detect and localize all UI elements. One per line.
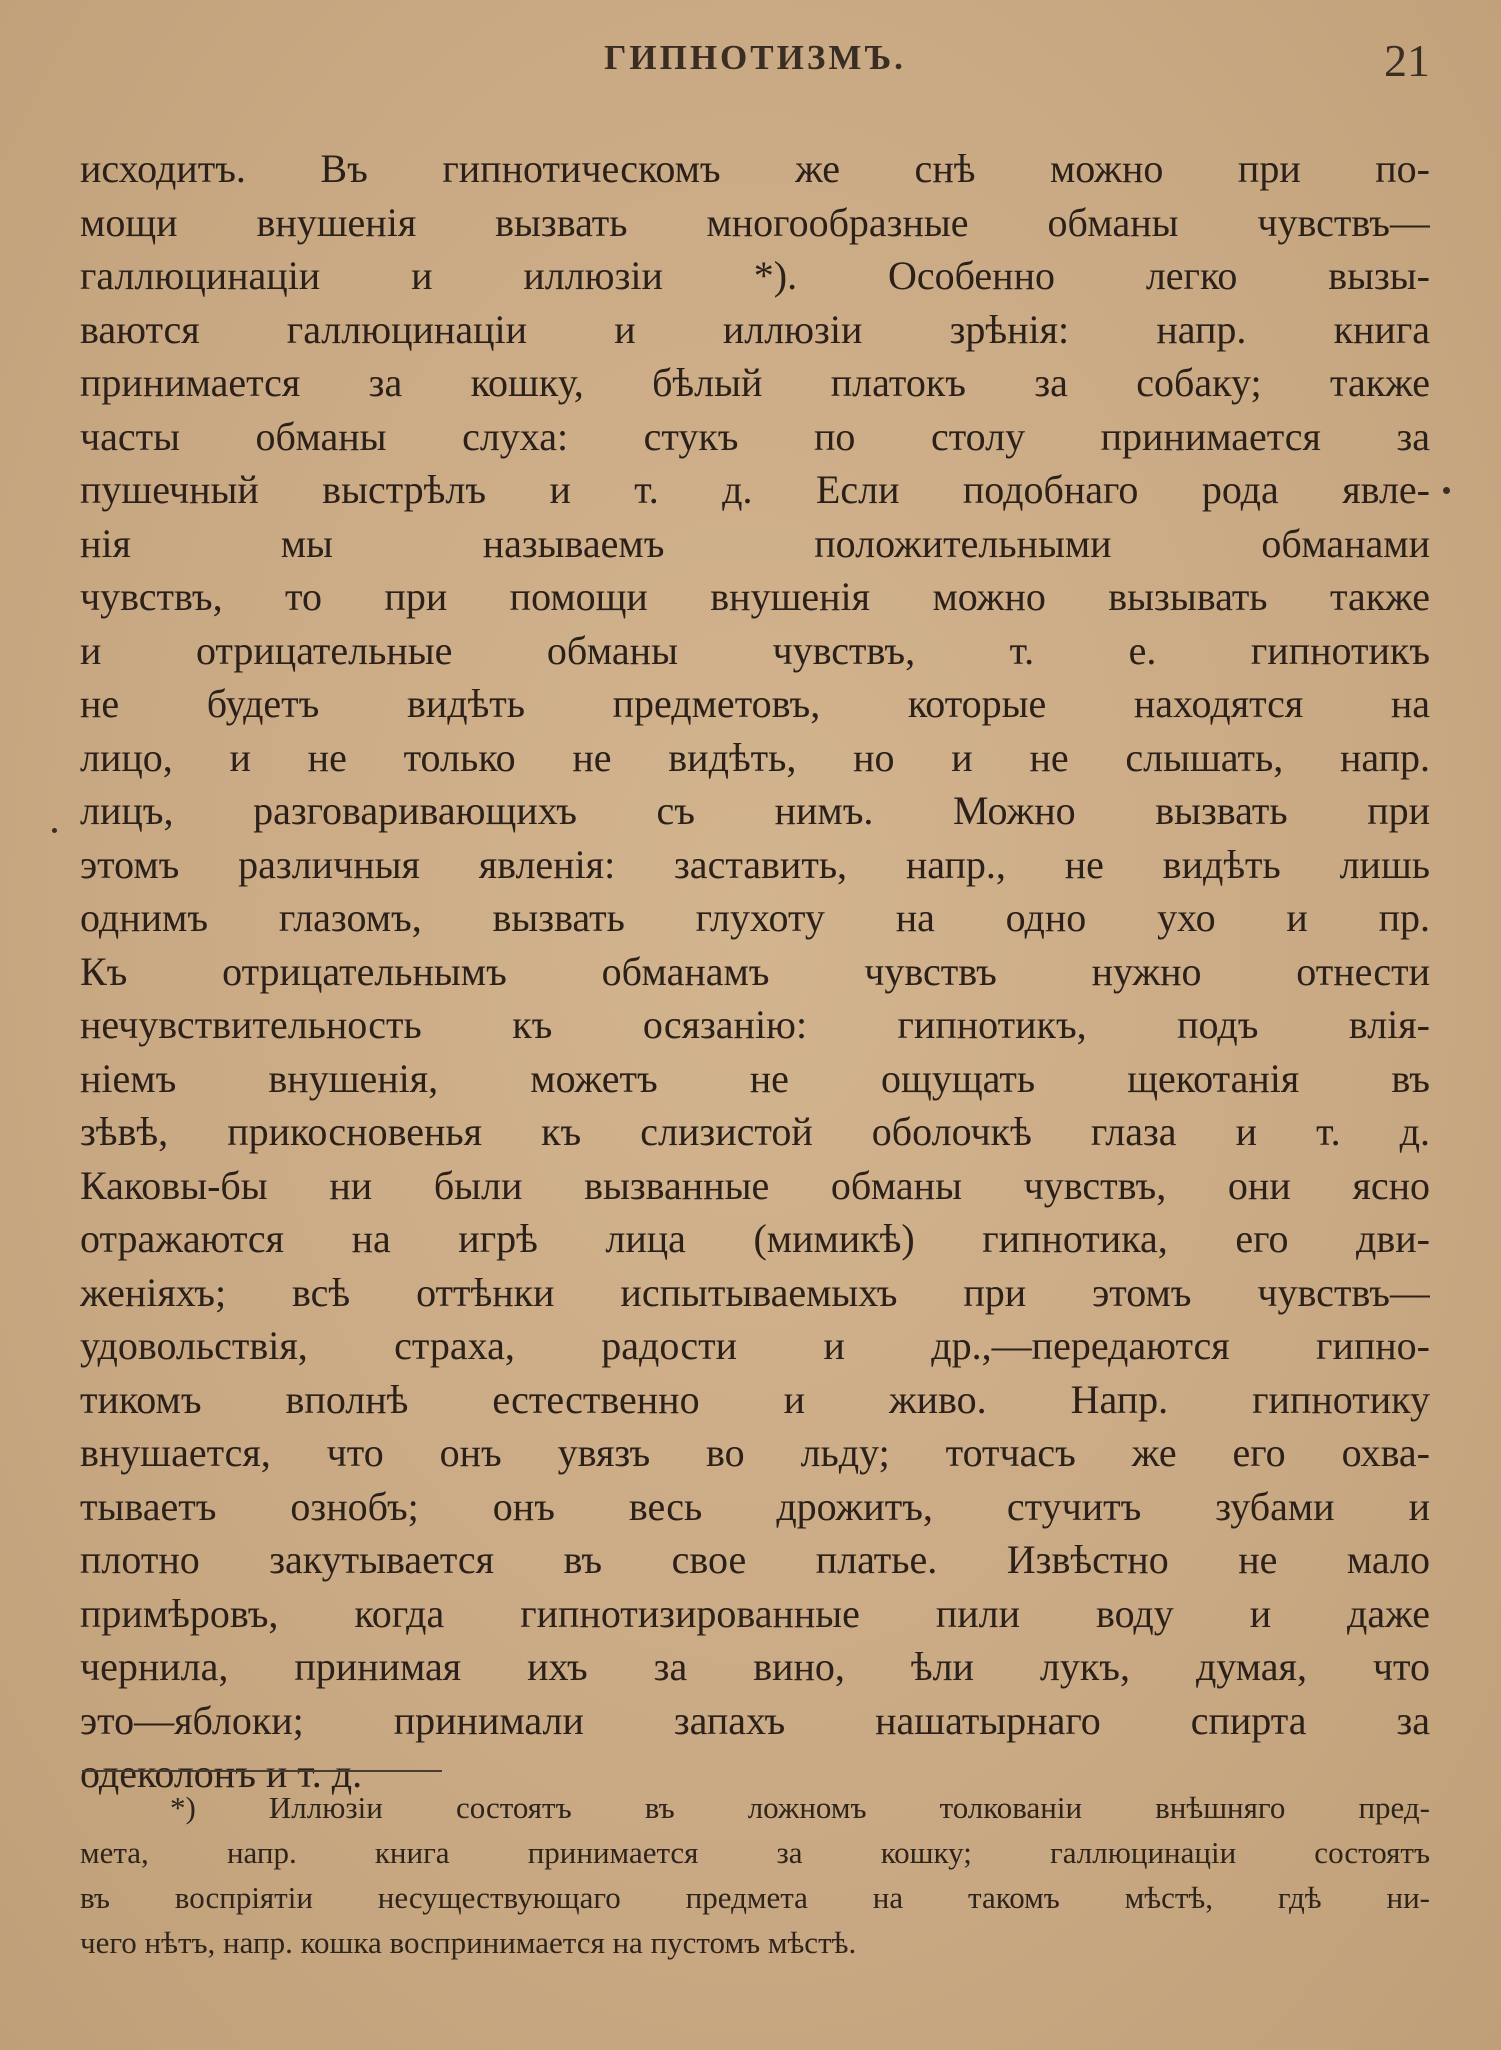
text-line: ніемъ внушенія, можетъ не ощущать щекотанія въ xyxy=(80,1055,1430,1101)
text-line: отражаются на игрѣ лица (мимикѣ) гипнотика, его дви- xyxy=(80,1216,1430,1261)
footnote-divider xyxy=(82,1770,442,1772)
text-line: чернила, принимая ихъ за вино, ѣли лукъ, думая, что xyxy=(80,1644,1430,1689)
page-header xyxy=(80,35,1430,98)
ink-speck xyxy=(52,828,57,833)
text-line: и отрицательные обманы чувствъ, т. е. гипнотикъ xyxy=(80,627,1430,673)
text-line: не будетъ видѣть предметовъ, которые находятся на xyxy=(80,681,1430,726)
text-line: примѣровъ, когда гипнотизированные пили воду и даже xyxy=(80,1590,1430,1636)
text-line: часты обманы слуха: стукъ по столу принимается за xyxy=(80,413,1430,459)
footnote-line: мета, напр. книга принимается за кошку; галлюцинаціи состоятъ xyxy=(80,1835,1430,1870)
text-line: галлюцинаціи и иллюзіи *). Особенно легко вызы- xyxy=(80,253,1430,298)
text-line: лицо, и не только не видѣть, но и не слышать, напр. xyxy=(80,734,1430,780)
footnote-line: въ воспріятіи несуществующаго предмета на такомъ мѣстѣ, гдѣ ни- xyxy=(80,1880,1430,1915)
text-line: Къ отрицательнымъ обманамъ чувствъ нужно отнести xyxy=(80,948,1430,994)
text-line: зѣвѣ, прикосновенья къ слизистой оболочкѣ глаза и т. д. xyxy=(80,1109,1430,1154)
text-line: Каковы-бы ни были вызванные обманы чувствъ, они ясно xyxy=(80,1162,1430,1208)
text-line: мощи внушенія вызвать многообразные обманы чувствъ— xyxy=(80,199,1430,245)
text-line: удовольствія, страха, радости и др.,—передаются гипно- xyxy=(80,1323,1430,1368)
text-line: чувствъ, то при помощи внушенія можно вызывать также xyxy=(80,574,1430,619)
footnote-line: *) Иллюзіи состоятъ въ ложномъ толкованіи внѣшняго пред- xyxy=(170,1790,1430,1825)
text-line: нія мы называемъ положительными обманами xyxy=(80,520,1430,566)
text-line: нечувствительность къ осязанію: гипнотикъ, подъ влія- xyxy=(80,1002,1430,1047)
running-title: ГИПНОТИЗМЪ. xyxy=(604,38,906,77)
text-line: этомъ различныя явленія: заставить, напр., не видѣть лишь xyxy=(80,841,1430,887)
ink-speck xyxy=(1443,487,1450,494)
text-line: это—яблоки; принимали запахъ нашатырнаго спирта за xyxy=(80,1697,1430,1743)
main-text xyxy=(80,142,1430,1801)
text-line: плотно закутывается въ свое платье. Извѣстно не мало xyxy=(80,1537,1430,1582)
text-line: одеколонъ и т. д. xyxy=(80,1751,363,1796)
text-line: тываетъ ознобъ; онъ весь дрожитъ, стучитъ зубами и xyxy=(80,1483,1430,1529)
text-line: лицъ, разговаривающихъ съ нимъ. Можно вызвать при xyxy=(80,788,1430,833)
footnote-line: чего нѣтъ, напр. кошка воспринимается на пустомъ мѣстѣ. xyxy=(80,1925,857,1960)
text-line: женіяхъ; всѣ оттѣнки испытываемыхъ при этомъ чувствъ— xyxy=(80,1269,1430,1315)
text-line: принимается за кошку, бѣлый платокъ за собаку; также xyxy=(80,360,1430,405)
footnote xyxy=(80,1785,1430,1965)
text-line: однимъ глазомъ, вызвать глухоту на одно ухо и пр. xyxy=(80,895,1430,940)
text-line: исходитъ. Въ гипнотическомъ же снѣ можно при по- xyxy=(80,146,1430,191)
text-line: тикомъ вполнѣ естественно и живо. Напр. гипнотику xyxy=(80,1376,1430,1422)
text-line: ваются галлюцинаціи и иллюзіи зрѣнія: напр. книга xyxy=(80,306,1430,352)
page-number: 21 xyxy=(1384,35,1430,86)
text-line: внушается, что онъ увязъ во льду; тотчасъ же его охва- xyxy=(80,1430,1430,1475)
text-line: пушечный выстрѣлъ и т. д. Если подобнаго рода явле- xyxy=(80,467,1430,512)
